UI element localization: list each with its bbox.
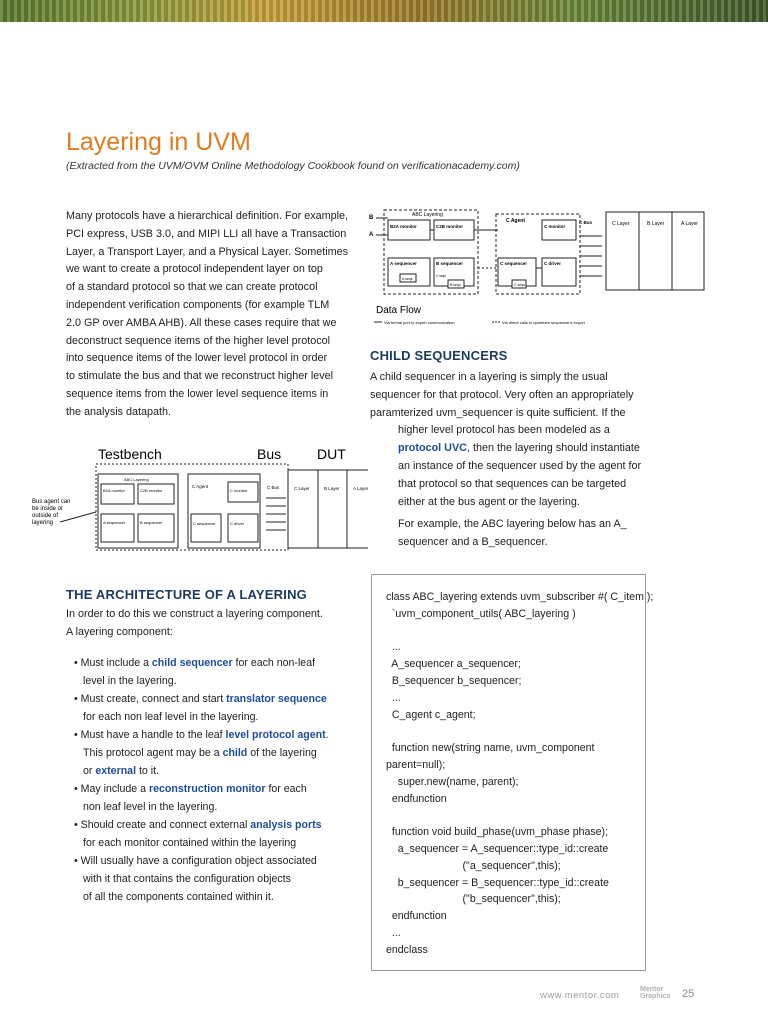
mentor-graphics-logo xyxy=(640,986,670,1000)
list-item xyxy=(74,690,329,708)
list-item xyxy=(74,726,329,744)
intro-line: the analysis datapath. xyxy=(66,405,172,418)
architecture-line: A layering component: xyxy=(66,625,173,638)
list-item xyxy=(74,816,329,834)
b2a-monitor-box xyxy=(388,220,430,240)
b-sequencer-label: B sequencer xyxy=(140,520,163,525)
c-layer-label: C Layer xyxy=(294,486,310,491)
child-seq-line: higher level protocol has been modeled as a xyxy=(398,424,610,437)
b-sequencer-label: B sequencer xyxy=(436,261,464,266)
legend-text-1: Via formal port to export communication xyxy=(384,320,455,325)
architecture-intro xyxy=(66,606,323,642)
code-line: ... xyxy=(386,691,401,704)
c-layer-label: C Layer xyxy=(612,221,630,227)
list-text: for each xyxy=(265,783,307,795)
legend-text-2: Via direct calls to upstream sequencer's export xyxy=(502,320,585,325)
child-seq-text: , then the layering should instantiate xyxy=(466,442,640,455)
code-line: ... xyxy=(386,926,401,939)
code-line: A_sequencer a_sequencer; xyxy=(386,658,521,671)
list-item: • Will usually have a configuration object associated xyxy=(74,855,317,867)
code-line: endclass xyxy=(386,943,428,956)
code-line xyxy=(386,807,653,824)
requirements-list xyxy=(74,654,329,906)
c-driver-label: C driver xyxy=(544,261,562,266)
bus-label: Bus xyxy=(257,446,282,462)
child-seq-line: For example, the ABC layering below has an A_ xyxy=(398,518,627,531)
list-item-cont xyxy=(74,762,329,780)
code-line: `uvm_component_utils( ABC_layering ) xyxy=(386,607,576,620)
list-text: • Should create and connect external xyxy=(74,819,251,831)
list-item-cont: level in the layering. xyxy=(83,675,177,687)
list-text: or xyxy=(83,765,96,777)
intro-paragraph xyxy=(66,208,348,422)
code-line: ... xyxy=(386,641,401,654)
list-item-cont: for each non leaf level in the layering. xyxy=(83,711,259,723)
child-seq-line: A child sequencer in a layering is simply the usual xyxy=(370,371,608,383)
port-b-label: B xyxy=(369,215,374,221)
code-line: endfunction xyxy=(386,792,447,805)
abc-layering-label: ABC Layering xyxy=(412,212,443,218)
list-text: This protocol agent may be a xyxy=(83,747,223,759)
list-item-cont xyxy=(74,744,329,762)
c-driver-label: C driver xyxy=(230,521,245,526)
b-layer-label: B Layer xyxy=(647,221,665,227)
list-text: • May include a xyxy=(74,783,149,795)
page-number: 25 xyxy=(682,988,695,1000)
b2a-monitor-label: B2A monitor xyxy=(103,488,125,493)
c-seqs-label: C seqs xyxy=(514,283,525,287)
child-seq-line: sequencer and a B_sequencer. xyxy=(398,536,548,549)
c2b-monitor-box xyxy=(434,220,474,240)
child-seq-line: sequencer for that protocol. Very often an appropriately xyxy=(370,388,634,401)
c-sequencer-box xyxy=(191,514,221,542)
layering-dataflow-diagram xyxy=(366,206,706,328)
child-seq-line xyxy=(370,440,641,458)
b-seqs-label: B seqs xyxy=(450,283,461,287)
code-line: b_sequencer = B_sequencer::type_id::create xyxy=(386,876,609,889)
c-monitor-label: C monitor xyxy=(230,488,248,493)
a-seqs-label: A seqs xyxy=(402,277,413,281)
intro-line: independent verification components (for example TLM xyxy=(66,298,330,311)
c-bus-label: C Bus xyxy=(267,485,280,490)
b2a-monitor-box xyxy=(101,484,134,504)
b2a-monitor-label: B2A monitor xyxy=(390,224,417,229)
data-flow-label: Data Flow xyxy=(376,305,422,316)
child-seq-line: that protocol so that sequences can be targeted xyxy=(398,477,627,490)
list-text: • Must include a xyxy=(74,657,152,669)
bus-agent-note: layering xyxy=(32,520,54,526)
list-item-cont: for each monitor contained within the layering xyxy=(83,837,297,849)
intro-line: sequence items from the lower level sequence items in xyxy=(66,387,329,400)
b-sequencer-box xyxy=(138,514,174,542)
code-line: ("a_sequencer",this); xyxy=(386,859,561,872)
child-link[interactable]: child xyxy=(222,747,248,759)
code-line: class ABC_layering extends uvm_subscriber #( C_item ); xyxy=(386,591,654,603)
dut-label: DUT xyxy=(317,446,346,462)
intro-line: 2.0 GP over AMBA AHB). All these cases require that we xyxy=(66,316,337,329)
c-monitor-box xyxy=(542,220,576,240)
c-sequencer-label: C sequencer xyxy=(193,521,216,526)
list-text: to it. xyxy=(136,765,159,777)
intro-line: into sequence items of the lower level protocol in order xyxy=(66,352,328,365)
list-item-cont: with it that contains the configuration objects xyxy=(83,873,291,885)
header-banner-image xyxy=(0,0,768,22)
c-seqs-small-label: C seqs xyxy=(436,274,446,278)
c2b-monitor-label: C2B monitor xyxy=(140,488,163,493)
a-sequencer-box xyxy=(101,514,134,542)
code-line: ("b_sequencer",this); xyxy=(386,893,561,906)
list-text: . xyxy=(325,729,329,741)
external-link[interactable]: external xyxy=(95,765,137,777)
code-line: B_sequencer b_sequencer; xyxy=(386,674,522,687)
child-sequencers-heading: CHILD SEQUENCERS xyxy=(370,348,508,363)
intro-line: to stimulate the bus and that we reconstruct higher level xyxy=(66,370,334,383)
c-bus-label: C Bus xyxy=(579,220,593,225)
dut-box xyxy=(288,470,368,548)
list-item xyxy=(74,654,329,672)
child-sequencers-paragraph xyxy=(370,369,641,552)
note-arrow xyxy=(60,512,96,522)
logo-text: Graphics xyxy=(640,993,671,1000)
bus-agent-note: outside of xyxy=(32,513,59,519)
code-line: parent=null); xyxy=(386,758,446,771)
c-monitor-label: C monitor xyxy=(544,224,566,229)
a-layer-label: A Layer xyxy=(681,221,698,227)
list-item-cont: non leaf level in the layering. xyxy=(83,801,218,813)
list-text: • Must have a handle to the leaf xyxy=(74,729,226,741)
port-a-label: A xyxy=(369,232,374,238)
list-text: for each non-leaf xyxy=(232,657,316,669)
intro-line: of a standard protocol so that we can create protocol xyxy=(66,281,318,294)
c2b-monitor-box xyxy=(138,484,174,504)
testbench-label: Testbench xyxy=(98,446,162,462)
a-layer-label: A Layer xyxy=(353,486,368,491)
list-text: of the layering xyxy=(247,747,317,759)
child-seq-line: paramterized uvm_sequencer is quite sufficient. If the xyxy=(370,406,626,419)
intro-line: Layer, a Transport Layer, and a Physical Layer. Sometimes xyxy=(66,245,349,258)
code-listing-box xyxy=(371,574,654,971)
code-line: a_sequencer = A_sequencer::type_id::create xyxy=(386,842,609,855)
page-title: Layering in UVM xyxy=(66,128,251,156)
abc-layering-label: ABC Layering xyxy=(124,477,149,482)
code-line: function void build_phase(uvm_phase phase); xyxy=(386,826,609,839)
level-protocol-agent-link[interactable]: level protocol agent xyxy=(225,729,326,741)
analysis-ports-link[interactable]: analysis ports xyxy=(250,819,322,831)
list-text: • Must create, connect and start xyxy=(74,693,227,705)
c-sequencer-label: C sequencer xyxy=(500,261,528,266)
logo-text: Mentor xyxy=(640,986,664,993)
bus-agent-note: be inside or xyxy=(32,506,64,512)
intro-line: Many protocols have a hierarchical definition. For example, xyxy=(66,210,349,222)
child-sequencer-link[interactable]: child sequencer xyxy=(151,657,233,669)
code-line xyxy=(386,723,653,740)
page-subtitle: (Extracted from the UVM/OVM Online Methodology Cookbook found on verificationacademy.com) xyxy=(66,160,520,172)
translator-sequence-link[interactable]: translator sequence xyxy=(226,693,327,705)
c-driver-box xyxy=(228,514,258,542)
list-item xyxy=(74,780,329,798)
architecture-heading: THE ARCHITECTURE OF A LAYERING xyxy=(66,587,307,602)
child-seq-line: either at the bus agent or the layering. xyxy=(398,495,580,508)
a-sequencer-label: A sequencer xyxy=(103,520,126,525)
a-sequencer-label: A sequencer xyxy=(390,261,417,266)
code-line: function new(string name, uvm_component xyxy=(386,742,595,755)
footer-url[interactable]: www.mentor.com xyxy=(540,990,620,1001)
child-seq-line: an instance of the sequencer used by the agent for xyxy=(398,459,642,472)
code-line xyxy=(386,623,653,640)
code-line: C_agent c_agent; xyxy=(386,708,476,721)
reconstruction-monitor-link[interactable]: reconstruction monitor xyxy=(148,783,266,795)
code-line: super.new(name, parent); xyxy=(386,775,519,788)
architecture-line: In order to do this we construct a layering component. xyxy=(66,608,323,620)
intro-line: deconstruct sequence items of the higher level protocol xyxy=(66,334,331,347)
c-agent-label: C Agent xyxy=(192,484,209,489)
b-layer-label: B Layer xyxy=(324,486,340,491)
list-item-cont: of all the components contained within it. xyxy=(83,891,274,903)
protocol-uvc-link[interactable]: protocol UVC xyxy=(398,442,467,455)
code-listing xyxy=(386,589,653,959)
testbench-diagram xyxy=(28,440,368,552)
c-agent-label: C Agent xyxy=(506,218,525,224)
intro-line: PCI express, USB 3.0, and MIPI LLI all have a Transaction xyxy=(66,227,347,240)
c2b-monitor-label: C2B monitor xyxy=(436,224,463,229)
intro-line: we want to create a protocol independent layer on top xyxy=(66,263,323,276)
bus-agent-note: Bus agent can xyxy=(32,499,71,505)
code-line: endfunction xyxy=(386,910,447,923)
